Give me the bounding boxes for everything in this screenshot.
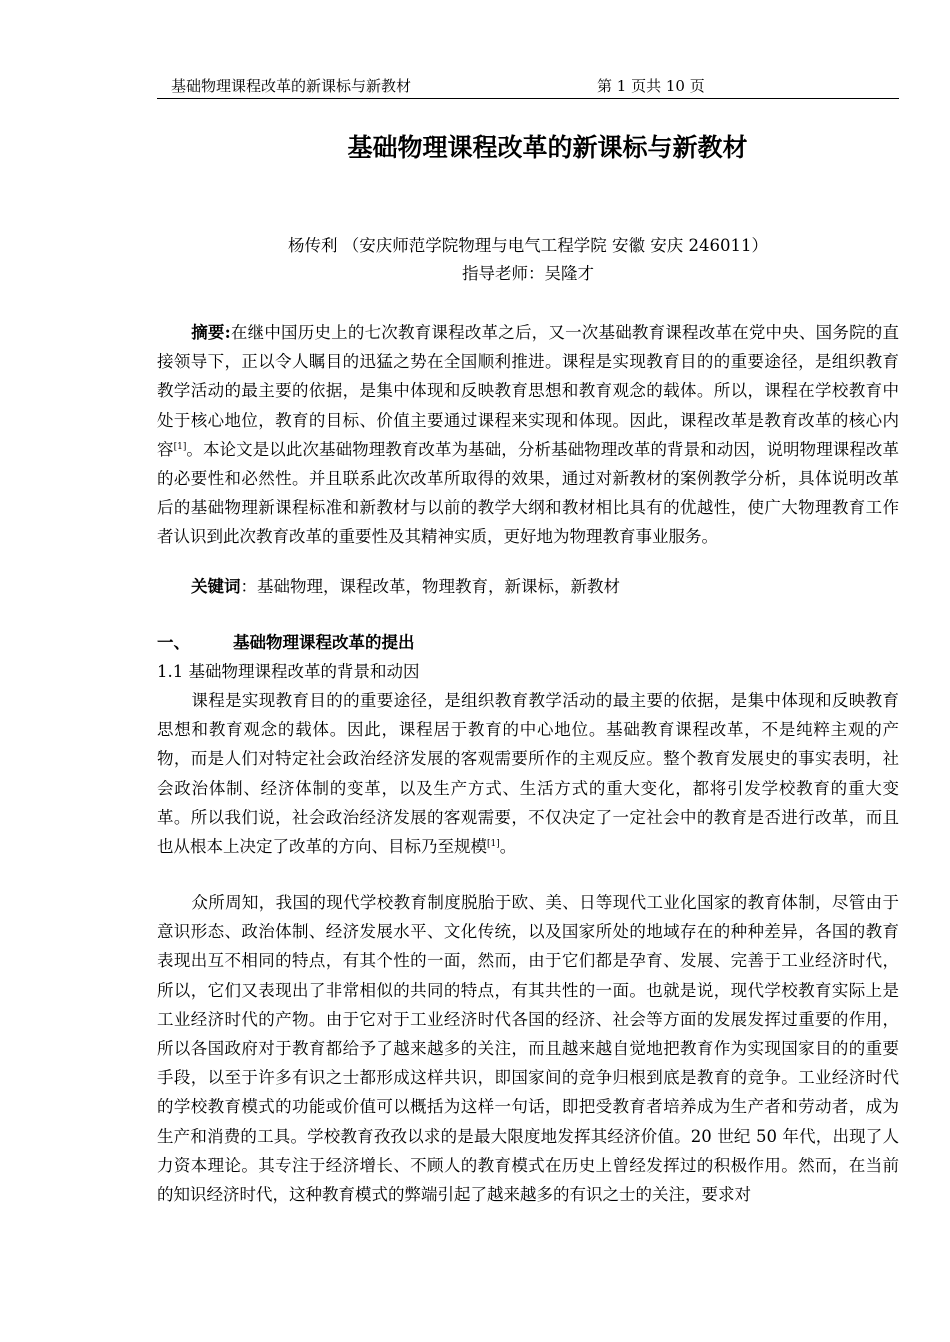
page-number: 第 1 页共 10 页 bbox=[597, 77, 705, 95]
body-paragraph-1 bbox=[157, 686, 899, 861]
abstract-label: 摘要: bbox=[191, 323, 231, 342]
running-title: 基础物理课程改革的新课标与新教材 bbox=[171, 77, 412, 95]
abstract-citation: [1] bbox=[173, 441, 187, 452]
section-number: 一、 bbox=[157, 633, 190, 652]
keywords-label: 关键词 bbox=[191, 577, 241, 596]
author-line: 杨传利 （安庆师范学院物理与电气工程学院 安徽 安庆 246011） bbox=[288, 236, 768, 255]
abstract-text-2: 。本论文是以此次基础物理教育改革为基础，分析基础物理改革的背景和动因，说明物理课程改革的必要性和必然性。并且联系此次改革所取得的效果，通过对新教材的案例教学分析，具体说明改革后的基础物理新课程标准和新教材与以前的教学大纲和教材相比具有的优越性，使广大物理教育工作者认识到此次教育改革的重要性及其精神实质，更好地为物理教育事业服务。 bbox=[157, 439, 900, 547]
abstract-text-1: 在继中国历史上的七次教育课程改革之后，又一次基础教育课程改革在党中央、国务院的直接领导下，正以令人瞩目的迅猛之势在全国顺利推进。课程是实现教育目的的重要途径，是组织教育教学活动的最主要的依据，是集中体现和反映教育思想和教育观念的载体。所以，课程在学校教育中处于核心地位，教育的目标、价值主要通过课程来实现和体现。因此，课程改革是教育改革的核心内容 bbox=[157, 323, 900, 459]
subsection-heading: 1.1 基础物理课程改革的背景和动因 bbox=[157, 662, 420, 681]
paragraph-1-citation: [1] bbox=[487, 839, 500, 850]
section-title: 基础物理课程改革的提出 bbox=[233, 633, 415, 652]
keywords-paragraph bbox=[157, 572, 899, 601]
running-header bbox=[157, 74, 899, 99]
paper-title: 基础物理课程改革的新课标与新教材 bbox=[347, 133, 748, 162]
paragraph-1-text: 课程是实现教育目的的重要途径，是组织教育教学活动的最主要的依据，是集中体现和反映教育思想和教育观念的载体。因此，课程居于教育的中心地位。基础教育课程改革，不是纯粹主观的产物，而是人们对特定社会政治经济发展的客观需要所作的主观反应。整个教育发展史的事实表明，社会政治体制、经济体制的变革，以及生产方式、生活方式的重大变化，都将引发学校教育的重大变革。所以我们说，社会政治经济发展的客观需要，不仅决定了一定社会中的教育是否进行改革，而且也从根本上决定了改革的方向、目标乃至规模 bbox=[157, 691, 899, 857]
paragraph-1-end: 。 bbox=[499, 837, 517, 857]
advisor-line: 指导老师：吴隆才 bbox=[462, 264, 594, 283]
section-heading bbox=[157, 630, 899, 656]
body-paragraph-2 bbox=[157, 888, 899, 1209]
keywords-text: ：基础物理，课程改革，物理教育，新课标，新教材 bbox=[240, 577, 620, 596]
abstract-paragraph bbox=[157, 318, 899, 552]
paragraph-2-text: 众所周知，我国的现代学校教育制度脱胎于欧、美、日等现代工业化国家的教育体制，尽管由于意识形态、政治体制、经济发展水平、文化传统，以及国家所处的地域存在的种种差异，各国的教育表现出互不相同的特点，有其个性的一面，然而，由于它们都是孕育、发展、完善于工业经济时代，所以，它们又表现出了非常相似的共同的特点，有其共性的一面。也就是说，现代学校教育实际上是工业经济时代的产物。由于它对于工业经济时代各国的经济、社会等方面的发展发挥过重要的作用，所以各国政府对于教育都给予了越来越多的关注，而且越来越自觉地把教育作为实现国家目的的重要手段，以至于许多有识之士都形成这样共识，即国家间的竞争归根到底是教育的竞争。工业经济时代的学校教育模式的功能或价值可以概括为这样一句话，即把受教育者培养成为生产者和劳动者，成为生产和消费的工具。学校教育孜孜以求的是最大限度地发挥其经济价值。20 世纪 50 年代，出现了人力资本理论。其专注于经济增长、不顾人的教育模式在历史上曾经发挥过的积极作用。然而，在当前的知识经济时代，这种教育模式的弊端引起了越来越多的有识之士的关注，要求对 bbox=[157, 893, 899, 1205]
